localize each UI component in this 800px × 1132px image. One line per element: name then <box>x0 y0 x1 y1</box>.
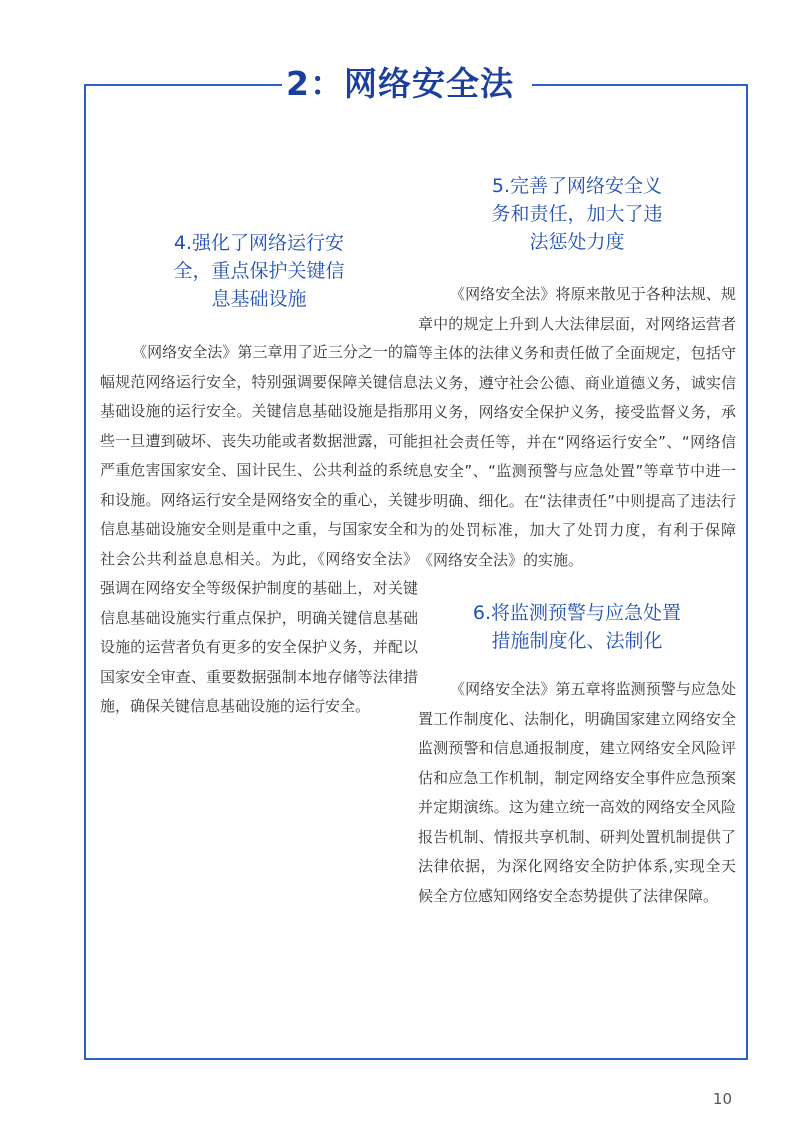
section-4-heading-line: 全，重点保护关键信 <box>173 260 345 282</box>
section-5-paragraph <box>418 280 736 575</box>
section-4-heading-line: 息基础设施 <box>211 288 307 310</box>
section-5-paragraph-text: 《网络安全法》将原来散见于各种法规、规章中的规定上升到人大法律层面，对网络运营者等主体的法律义务和责任做了全面规定，包括守法义务，遵守社会公德、商业道德义务，诚实信用义务，网络安全保护义务，接受监督义务，承担社会责任等，并在“网络运行安全”、“网络信息安全”、“监测预警与应急处置”等章节中进一步明确、细化。在“法律责任”中则提高了违法行为的处罚标准，加大了处罚力度，有利于保障《网络安全法》的实施。 <box>418 285 736 569</box>
section-6-paragraph <box>418 675 736 911</box>
right-column <box>418 172 736 911</box>
section-6-heading-line: 6.将监测预警与应急处置 <box>472 602 682 624</box>
section-4-heading <box>100 229 418 313</box>
section-6-paragraph-text: 《网络安全法》第五章将监测预警与应急处置工作制度化、法制化，明确国家建立网络安全监测预警和信息通报制度，建立网络安全风险评估和应急工作机制，制定网络安全事件应急预案并定期演练。这为建立统一高效的网络安全风险报告机制、情报共享机制、研判处置机制提供了法律依据，为深化网络安全防护体系,实现全天候全方位感知网络安全态势提供了法律保障。 <box>418 680 736 905</box>
page-title: 2：网络安全法 <box>286 64 514 103</box>
page-number: 10 <box>712 1090 732 1108</box>
frame-top-left-line <box>84 84 282 86</box>
section-4-paragraph <box>100 338 418 722</box>
section-5-heading-line: 法惩处力度 <box>529 231 625 253</box>
section-4-paragraph-text: 《网络安全法》第三章用了近三分之一的篇幅规范网络运行安全，特别强调要保障关键信息基础设施的运行安全。关键信息基础设施是指那些一旦遭到破坏、丧失功能或者数据泄露，可能严重危害国家安全、国计民生、公共利益的系统和设施。网络运行安全是网络安全的重心，关键信息基础设施安全则是重中之重，与国家安全和社会公共利益息息相关。为此，《网络安全法》强调在网络安全等级保护制度的基础上，对关键信息基础设施实行重点保护，明确关键信息基础设施的运营者负有更多的安全保护义务，并配以国家安全审查、重要数据强制本地存储等法律措施，确保关键信息基础设施的运行安全。 <box>100 343 418 715</box>
left-column <box>100 229 418 722</box>
frame-top-right-line <box>532 84 748 86</box>
section-4-heading-line: 4.强化了网络运行安 <box>173 232 345 254</box>
section-5-heading <box>418 172 736 256</box>
section-6-heading-line: 措施制度化、法制化 <box>491 630 663 652</box>
section-6-heading <box>418 599 736 655</box>
section-5-heading-line: 5.完善了网络安全义 <box>491 175 663 197</box>
section-5-heading-line: 务和责任，加大了违 <box>491 203 663 225</box>
